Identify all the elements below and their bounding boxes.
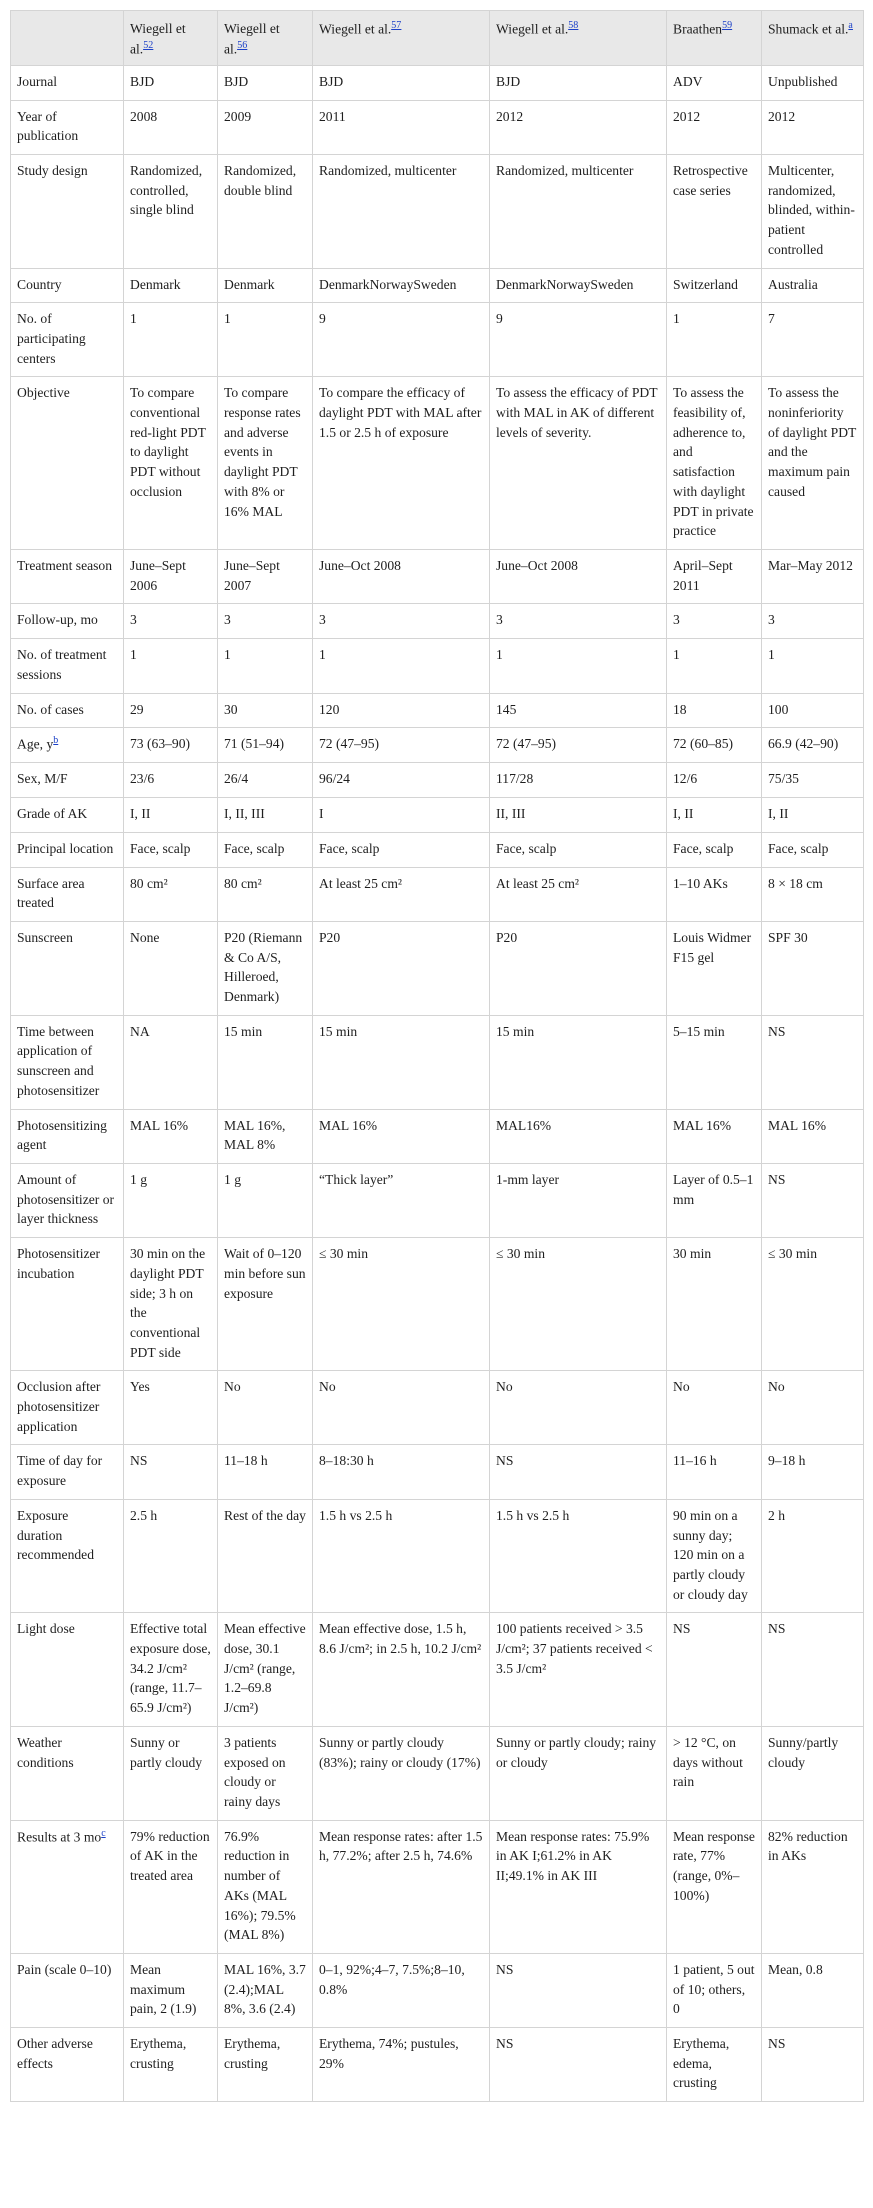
table-row <box>11 65 864 100</box>
table-cell: 8–18:30 h <box>313 1445 490 1499</box>
table-cell: BJD <box>124 65 218 100</box>
table-cell: NS <box>762 1164 864 1238</box>
table-row <box>11 550 864 604</box>
table-cell: 12/6 <box>667 763 762 798</box>
row-label <box>11 1726 124 1820</box>
table-cell: Face, scalp <box>667 832 762 867</box>
table-cell: 1 <box>218 639 313 693</box>
table-cell: Face, scalp <box>124 832 218 867</box>
table-cell: MAL 16% <box>313 1109 490 1163</box>
table-cell: June–Sept 2006 <box>124 550 218 604</box>
table-cell: ADV <box>667 65 762 100</box>
table-cell: Denmark <box>124 268 218 303</box>
table-cell: At least 25 cm² <box>313 867 490 921</box>
table-cell: Multicenter, randomized, blinded, within-patient controlled <box>762 155 864 269</box>
table-row <box>11 798 864 833</box>
table-cell: 15 min <box>218 1015 313 1109</box>
table-cell: 3 <box>667 604 762 639</box>
table-cell: Mean response rates: 75.9% in AK I;61.2% in AK II;49.1% in AK III <box>490 1820 667 1953</box>
footnote-link[interactable]: c <box>101 1827 106 1839</box>
table-cell: 1-mm layer <box>490 1164 667 1238</box>
reference-link[interactable]: 59 <box>722 20 733 31</box>
table-cell: NS <box>762 1613 864 1727</box>
table-cell: Erythema, 74%; pustules, 29% <box>313 2028 490 2102</box>
table-cell: Mean effective dose, 30.1 J/cm² (range, 1.2–69.8 J/cm²) <box>218 1613 313 1727</box>
row-label-text: Light dose <box>17 1621 75 1637</box>
row-label <box>11 1445 124 1499</box>
table-cell: June–Oct 2008 <box>313 550 490 604</box>
table-cell: To assess the efficacy of PDT with MAL in AK of different levels of severity. <box>490 377 667 550</box>
table-cell: NS <box>490 2028 667 2102</box>
table-cell: P20 <box>313 921 490 1015</box>
table-cell: 3 <box>124 604 218 639</box>
header-cell-study <box>313 11 490 66</box>
table-cell: Face, scalp <box>490 832 667 867</box>
table-cell: Retrospective case series <box>667 155 762 269</box>
table-cell: > 12 °C, on days without rain <box>667 1726 762 1820</box>
row-label-text: No. of participating centers <box>17 311 86 366</box>
table-cell: MAL16% <box>490 1109 667 1163</box>
row-label-text: Occlusion after photosensitizer application <box>17 1379 101 1434</box>
row-label <box>11 1613 124 1727</box>
header-cell-study <box>124 11 218 66</box>
row-label-text: Exposure duration recommended <box>17 1507 94 1563</box>
table-cell: Unpublished <box>762 65 864 100</box>
table-cell: No <box>667 1371 762 1445</box>
table-cell: 1 <box>667 303 762 377</box>
row-label <box>11 100 124 154</box>
table-cell: DenmarkNorwaySweden <box>313 268 490 303</box>
table-cell: 2.5 h <box>124 1499 218 1613</box>
table-cell: BJD <box>218 65 313 100</box>
table-row <box>11 728 864 763</box>
table-body <box>11 65 864 2101</box>
row-label <box>11 1015 124 1109</box>
table-cell: 117/28 <box>490 763 667 798</box>
table-cell: June–Oct 2008 <box>490 550 667 604</box>
table-cell: Mar–May 2012 <box>762 550 864 604</box>
table-cell: MAL 16% <box>762 1109 864 1163</box>
table-cell: Sunny or partly cloudy <box>124 1726 218 1820</box>
row-label <box>11 1953 124 2027</box>
row-label-text: Sunscreen <box>17 929 73 945</box>
table-cell: NS <box>124 1445 218 1499</box>
header-text: Braathen <box>673 21 723 37</box>
row-label-text: Weather conditions <box>17 1734 74 1770</box>
row-label <box>11 1238 124 1371</box>
row-label-text: Country <box>17 276 62 292</box>
table-cell: 71 (51–94) <box>218 728 313 763</box>
table-cell: Effective total exposure dose, 34.2 J/cm² (range, 11.7–65.9 J/cm²) <box>124 1613 218 1727</box>
reference-link[interactable]: 52 <box>143 39 154 51</box>
table-cell: Randomized, double blind <box>218 155 313 269</box>
table-row <box>11 1109 864 1163</box>
table-cell: Mean effective dose, 1.5 h, 8.6 J/cm²; in 2.5 h, 10.2 J/cm² <box>313 1613 490 1727</box>
table-cell: 79% reduction of AK in the treated area <box>124 1820 218 1953</box>
row-label-text: Study design <box>17 163 88 179</box>
table-cell: 9 <box>313 303 490 377</box>
table-cell: 2008 <box>124 100 218 154</box>
comparison-table <box>10 10 864 2102</box>
header-cell-study <box>667 11 762 66</box>
table-cell: 1 <box>667 639 762 693</box>
table-cell: 73 (63–90) <box>124 728 218 763</box>
table-cell: 18 <box>667 693 762 728</box>
row-label-text: Time between application of sunscreen and photosensitizer <box>17 1023 100 1098</box>
row-label <box>11 268 124 303</box>
row-label <box>11 2028 124 2102</box>
table-row <box>11 1238 864 1371</box>
row-label <box>11 728 124 763</box>
table-cell: Wait of 0–120 min before sun exposure <box>218 1238 313 1371</box>
table-cell: At least 25 cm² <box>490 867 667 921</box>
table-cell: BJD <box>490 65 667 100</box>
header-cell-study <box>218 11 313 66</box>
table-row <box>11 268 864 303</box>
row-label-text: Time of day for exposure <box>17 1453 103 1489</box>
table-cell: 30 <box>218 693 313 728</box>
table-cell: 145 <box>490 693 667 728</box>
reference-link[interactable]: 56 <box>237 39 248 51</box>
table-cell: 1 <box>490 639 667 693</box>
table-cell: 2012 <box>762 100 864 154</box>
table-cell: NS <box>762 2028 864 2102</box>
header-row <box>11 11 864 66</box>
table-row <box>11 1015 864 1109</box>
row-label <box>11 763 124 798</box>
table-cell: MAL 16%, 3.7 (2.4);MAL 8%, 3.6 (2.4) <box>218 1953 313 2027</box>
row-label <box>11 798 124 833</box>
table-cell: 66.9 (42–90) <box>762 728 864 763</box>
table-cell: I <box>313 798 490 833</box>
table-cell: 2012 <box>667 100 762 154</box>
table-cell: 96/24 <box>313 763 490 798</box>
table-row <box>11 1499 864 1613</box>
table-cell: NS <box>490 1445 667 1499</box>
table-cell: DenmarkNorwaySweden <box>490 268 667 303</box>
table-cell: Face, scalp <box>313 832 490 867</box>
table-cell: June–Sept 2007 <box>218 550 313 604</box>
table-cell: 3 <box>762 604 864 639</box>
table-row <box>11 1371 864 1445</box>
row-label <box>11 303 124 377</box>
table-cell: 9 <box>490 303 667 377</box>
table-row <box>11 639 864 693</box>
row-label-text: Year of publication <box>17 108 79 144</box>
table-cell: “Thick layer” <box>313 1164 490 1238</box>
row-label <box>11 639 124 693</box>
table-cell: 2 h <box>762 1499 864 1613</box>
table-cell: Rest of the day <box>218 1499 313 1613</box>
table-row <box>11 1613 864 1727</box>
row-label <box>11 1371 124 1445</box>
table-cell: 90 min on a sunny day; 120 min on a partly cloudy or cloudy day <box>667 1499 762 1613</box>
table-cell: P20 <box>490 921 667 1015</box>
row-label <box>11 921 124 1015</box>
row-label-text: Photosensitizer incubation <box>17 1246 101 1281</box>
table-row <box>11 867 864 921</box>
row-label <box>11 832 124 867</box>
row-label <box>11 1164 124 1238</box>
table-cell: Erythema, crusting <box>124 2028 218 2102</box>
table-cell: Denmark <box>218 268 313 303</box>
table-cell: 1 <box>124 303 218 377</box>
table-cell: Louis Widmer F15 gel <box>667 921 762 1015</box>
table-cell: Randomized, multicenter <box>313 155 490 269</box>
row-label <box>11 1109 124 1163</box>
table-cell: 72 (47–95) <box>313 728 490 763</box>
table-cell: 8 × 18 cm <box>762 867 864 921</box>
table-cell: 1 <box>313 639 490 693</box>
row-label-text: Objective <box>17 385 70 401</box>
row-label <box>11 693 124 728</box>
table-cell: NA <box>124 1015 218 1109</box>
row-label <box>11 604 124 639</box>
table-cell: 15 min <box>313 1015 490 1109</box>
table-cell: 80 cm² <box>218 867 313 921</box>
table-cell: P20 (Riemann & Co A/S, Hilleroed, Denmark) <box>218 921 313 1015</box>
reference-link[interactable]: 58 <box>568 20 579 31</box>
table-cell: I, II, III <box>218 798 313 833</box>
table-row <box>11 604 864 639</box>
table-cell: 1 g <box>218 1164 313 1238</box>
table-row <box>11 377 864 550</box>
table-cell: I, II <box>667 798 762 833</box>
table-cell: 29 <box>124 693 218 728</box>
table-row <box>11 1445 864 1499</box>
footnote-link[interactable]: b <box>53 735 59 747</box>
table-cell: Randomized, controlled, single blind <box>124 155 218 269</box>
table-cell: 80 cm² <box>124 867 218 921</box>
table-cell: To assess the noninferiority of daylight PDT and the maximum pain caused <box>762 377 864 550</box>
row-label-text: Journal <box>17 73 58 89</box>
table-row <box>11 303 864 377</box>
table-row <box>11 155 864 269</box>
header-cell-study <box>762 11 864 66</box>
table-cell: None <box>124 921 218 1015</box>
table-cell: 1 g <box>124 1164 218 1238</box>
row-label <box>11 377 124 550</box>
table-cell: 2012 <box>490 100 667 154</box>
table-cell: 82% reduction in AKs <box>762 1820 864 1953</box>
row-label <box>11 1499 124 1613</box>
table-row <box>11 763 864 798</box>
table-cell: 3 <box>313 604 490 639</box>
table-cell: 3 <box>490 604 667 639</box>
table-cell: 72 (47–95) <box>490 728 667 763</box>
table-cell: 1 <box>218 303 313 377</box>
table-cell: Australia <box>762 268 864 303</box>
table-cell: Mean response rate, 77% (range, 0%–100%) <box>667 1820 762 1953</box>
table-row <box>11 1164 864 1238</box>
table-cell: MAL 16% <box>667 1109 762 1163</box>
reference-link[interactable]: a <box>848 20 853 31</box>
table-cell: ≤ 30 min <box>490 1238 667 1371</box>
table-cell: 11–16 h <box>667 1445 762 1499</box>
row-label-text: Follow-up, mo <box>17 612 98 628</box>
row-label-text: Pain (scale 0–10) <box>17 1961 112 1977</box>
table-cell: Mean response rates: after 1.5 h, 77.2%; after 2.5 h, 74.6% <box>313 1820 490 1953</box>
table-cell: To compare the efficacy of daylight PDT with MAL after 1.5 or 2.5 h of exposure <box>313 377 490 550</box>
row-label-text: Results at 3 mo <box>17 1829 102 1845</box>
table-row <box>11 1953 864 2027</box>
table-cell: 7 <box>762 303 864 377</box>
table-cell: I, II <box>762 798 864 833</box>
table-cell: 9–18 h <box>762 1445 864 1499</box>
reference-link[interactable]: 57 <box>391 20 402 31</box>
table-cell: To compare response rates and adverse events in daylight PDT with 8% or 16% MAL <box>218 377 313 550</box>
table-cell: Yes <box>124 1371 218 1445</box>
table-cell: Sunny/partly cloudy <box>762 1726 864 1820</box>
table-row <box>11 2028 864 2102</box>
header-text: Wiegell et al. <box>224 21 280 57</box>
row-label <box>11 1820 124 1953</box>
table-cell: ≤ 30 min <box>762 1238 864 1371</box>
header-text: Wiegell et al. <box>496 21 569 37</box>
table-cell: MAL 16%, MAL 8% <box>218 1109 313 1163</box>
row-label <box>11 65 124 100</box>
table-cell: Erythema, edema, crusting <box>667 2028 762 2102</box>
row-label <box>11 867 124 921</box>
row-label-text: Principal location <box>17 840 114 856</box>
table-cell: 30 min <box>667 1238 762 1371</box>
table-cell: 100 patients received > 3.5 J/cm²; 37 patients received < 3.5 J/cm² <box>490 1613 667 1727</box>
table-cell: Randomized, multicenter <box>490 155 667 269</box>
header-text: Wiegell et al. <box>319 21 392 37</box>
table-cell: No <box>490 1371 667 1445</box>
table-cell: 100 <box>762 693 864 728</box>
row-label-text: Treatment season <box>17 558 113 573</box>
row-label <box>11 550 124 604</box>
table-cell: I, II <box>124 798 218 833</box>
table-cell: 15 min <box>490 1015 667 1109</box>
row-label-text: Photosensitizing agent <box>17 1117 107 1153</box>
table-cell: 1 patient, 5 out of 10; others, 0 <box>667 1953 762 2027</box>
header-text: Wiegell et al. <box>130 21 186 57</box>
table-cell: 120 <box>313 693 490 728</box>
table-cell: No <box>762 1371 864 1445</box>
table-cell: 11–18 h <box>218 1445 313 1499</box>
table-cell: 3 patients exposed on cloudy or rainy days <box>218 1726 313 1820</box>
table-cell: 1–10 AKs <box>667 867 762 921</box>
table-cell: To compare conventional red-light PDT to daylight PDT without occlusion <box>124 377 218 550</box>
row-label-text: Sex, M/F <box>17 771 68 787</box>
table-cell: NS <box>490 1953 667 2027</box>
table-cell: NS <box>667 1613 762 1727</box>
table-row <box>11 1726 864 1820</box>
table-cell: 75/35 <box>762 763 864 798</box>
header-cell-study <box>490 11 667 66</box>
row-label-text: Other adverse effects <box>17 2036 93 2071</box>
row-label-text: Amount of photosensitizer or layer thickness <box>17 1172 115 1227</box>
table-row <box>11 832 864 867</box>
table-cell: Switzerland <box>667 268 762 303</box>
table-cell: Face, scalp <box>762 832 864 867</box>
table-cell: 76.9% reduction in number of AKs (MAL 16%); 79.5% (MAL 8%) <box>218 1820 313 1953</box>
table-cell: 23/6 <box>124 763 218 798</box>
table-cell: 30 min on the daylight PDT side; 3 h on the conventional PDT side <box>124 1238 218 1371</box>
table-cell: 0–1, 92%;4–7, 7.5%;8–10, 0.8% <box>313 1953 490 2027</box>
table-row <box>11 1820 864 1953</box>
table-cell: To assess the feasibility of, adherence to, and satisfaction with daylight PDT in private practice <box>667 377 762 550</box>
table-cell: 1 <box>762 639 864 693</box>
table-cell: Mean maximum pain, 2 (1.9) <box>124 1953 218 2027</box>
table-cell: 1 <box>124 639 218 693</box>
table-row <box>11 921 864 1015</box>
table-cell: SPF 30 <box>762 921 864 1015</box>
table-cell: 72 (60–85) <box>667 728 762 763</box>
table-cell: Sunny or partly cloudy; rainy or cloudy <box>490 1726 667 1820</box>
table-cell: ≤ 30 min <box>313 1238 490 1371</box>
table-cell: 3 <box>218 604 313 639</box>
table-cell: No <box>218 1371 313 1445</box>
table-cell: Face, scalp <box>218 832 313 867</box>
table-cell: BJD <box>313 65 490 100</box>
table-cell: NS <box>762 1015 864 1109</box>
header-text: Shumack et al. <box>768 21 849 37</box>
row-label-text: No. of treatment sessions <box>17 647 107 682</box>
row-label-text: No. of cases <box>17 701 84 717</box>
table-cell: Layer of 0.5–1 mm <box>667 1164 762 1238</box>
table-cell: 1.5 h vs 2.5 h <box>490 1499 667 1613</box>
table-cell: No <box>313 1371 490 1445</box>
table-cell: 2011 <box>313 100 490 154</box>
table-cell: 2009 <box>218 100 313 154</box>
row-label-text: Age, y <box>17 736 54 752</box>
row-label-text: Grade of AK <box>17 806 88 822</box>
table-cell: 26/4 <box>218 763 313 798</box>
table-row <box>11 100 864 154</box>
table-cell: MAL 16% <box>124 1109 218 1163</box>
table-cell: Mean, 0.8 <box>762 1953 864 2027</box>
header-cell-blank <box>11 11 124 66</box>
table-cell: Erythema, crusting <box>218 2028 313 2102</box>
table-cell: 5–15 min <box>667 1015 762 1109</box>
table-cell: April–Sept 2011 <box>667 550 762 604</box>
row-label <box>11 155 124 269</box>
table-cell: II, III <box>490 798 667 833</box>
table-cell: 1.5 h vs 2.5 h <box>313 1499 490 1613</box>
table-row <box>11 693 864 728</box>
row-label-text: Surface area treated <box>17 875 85 911</box>
table-cell: Sunny or partly cloudy (83%); rainy or cloudy (17%) <box>313 1726 490 1820</box>
